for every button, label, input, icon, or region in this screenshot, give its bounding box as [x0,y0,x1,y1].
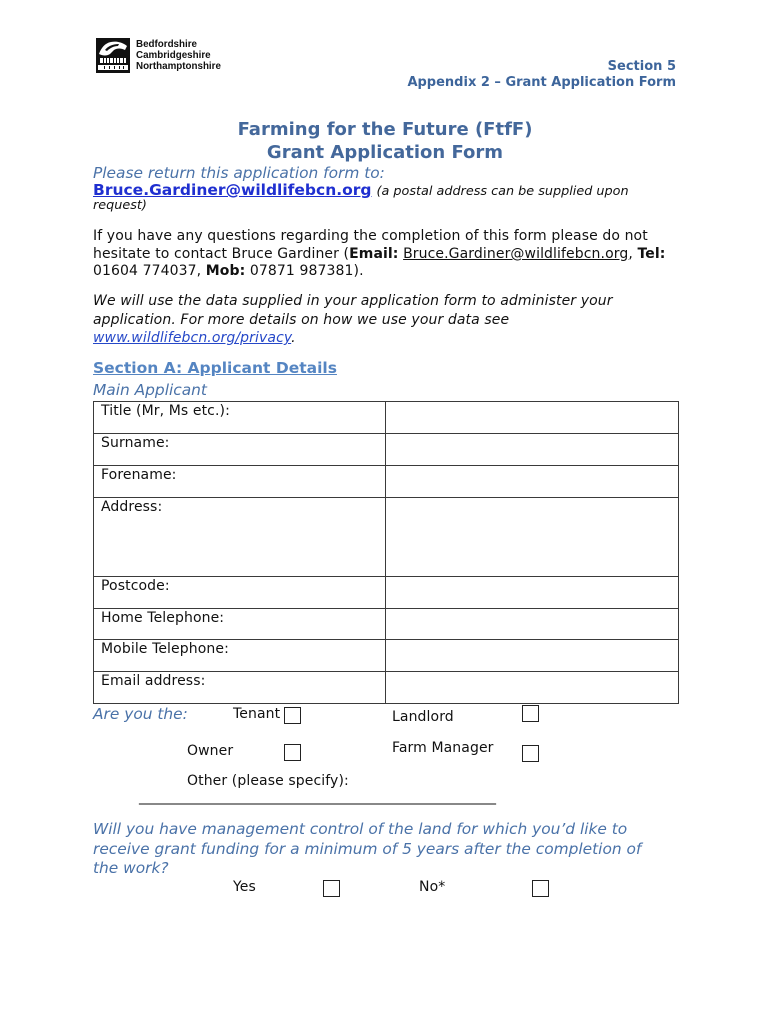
logo-wordmark-gap [119,66,120,69]
owner-option-label: Owner [187,743,234,759]
email-address-label: Email address: [94,672,386,704]
main-applicant-subheading: Main Applicant [93,381,207,399]
email-separator: , [628,246,633,262]
details-row-address [94,498,679,577]
appendix-title: Appendix 2 – Grant Application Form [407,75,676,90]
postal-address-note-end: request) [93,198,147,213]
details-row-forename [94,466,679,498]
privacy-text-line-1: We will use the data supplied in your application form to administer your [93,293,613,309]
form-title-line-1: Farming for the Future (FtfF) [237,119,533,140]
region-name-bedfordshire: Bedfordshire [136,39,197,50]
logo-wordmark-block [104,58,106,63]
logo [96,38,130,73]
section-a-heading: Section A: Applicant Details [93,359,337,377]
management-question-line-1: Will you have management control of the land for which you’d like to [93,820,628,838]
details-row-mobile-telephone [94,640,679,672]
logo-wordmark-block [100,58,103,63]
contact-text-line-2 [93,245,665,263]
surname-label: Surname: [94,434,386,466]
privacy-text-line-3 [93,329,296,347]
return-email-link[interactable]: Bruce.Gardiner@wildlifebcn.org [93,181,372,199]
postal-address-note: (a postal address can be supplied upon [376,184,629,199]
landlord-option-label: Landlord [392,709,454,725]
email-address-input[interactable] [386,672,679,704]
no-option-label: No* [419,879,446,895]
applicant-type-question: Are you the: [93,705,188,723]
other-specify-label: Other (please specify): [187,773,349,789]
trust-region-names [136,39,221,72]
logo-wordmark-block [110,58,113,63]
details-row-email [94,672,679,704]
return-instructions: Please return this application form to: [93,164,385,182]
mobile-label: Mob: [205,263,246,279]
wildlife-trusts-badger-logo-icon [96,38,130,73]
privacy-policy-link[interactable]: www.wildlifebcn.org/privacy [93,330,292,346]
mobile-telephone-input[interactable] [386,640,679,672]
logo-wordmark-block [117,58,119,63]
yes-checkbox[interactable] [323,880,340,897]
form-title-line-2: Grant Application Form [266,142,504,163]
details-row-home-telephone [94,609,679,640]
farm-manager-checkbox[interactable] [522,745,539,762]
title-input[interactable] [386,402,679,434]
mobile-telephone-label: Mobile Telephone: [94,640,386,672]
tenant-checkbox[interactable] [284,707,301,724]
return-email-line [93,180,629,202]
no-checkbox[interactable] [532,880,549,897]
contact-text-line-1: If you have any questions regarding the completion of this form please do not [93,228,648,244]
postcode-label: Postcode: [94,577,386,609]
contact-email-link[interactable]: Bruce.Gardiner@wildlifebcn.org [403,246,629,262]
details-row-surname [94,434,679,466]
contact-intro: hesitate to contact Bruce Gardiner ( [93,246,350,262]
surname-input[interactable] [386,434,679,466]
management-question-line-3: the work? [93,859,169,877]
contact-text-line-3 [93,262,364,280]
logo-wordmark-gap [109,66,110,69]
tenant-option-label: Tenant [233,706,281,722]
postcode-input[interactable] [386,577,679,609]
address-label: Address: [94,498,386,577]
email-label: Email: [349,246,399,262]
logo-wordmark-block [120,58,123,63]
owner-checkbox[interactable] [284,744,301,761]
details-row-postcode [94,577,679,609]
applicant-details-table-body [94,402,679,704]
region-name-cambridgeshire: Cambridgeshire [136,50,211,61]
logo-wordmark-block [114,58,116,63]
farm-manager-option-label: Farm Manager [392,740,494,756]
section-number: Section 5 [607,59,676,74]
logo-wordmark-block [124,58,126,63]
applicant-details-table [93,401,679,704]
yes-option-label: Yes [233,879,256,895]
address-input[interactable] [386,498,679,577]
management-question-line-2: receive grant funding for a minimum of 5 years after the completion of [93,840,642,858]
privacy-text-line-2: application. For more details on how we use your data see [93,312,510,328]
privacy-period: . [291,330,296,346]
other-specify-line[interactable]: ___________________________________________________ [139,789,496,805]
forename-input[interactable] [386,466,679,498]
logo-wordmark-gap [104,66,105,69]
forename-label: Forename: [94,466,386,498]
title-label: Title (Mr, Ms etc.): [94,402,386,434]
mobile-number: 07871 987381). [249,263,364,279]
home-telephone-label: Home Telephone: [94,609,386,640]
details-row-title [94,402,679,434]
form-title [0,118,770,164]
region-name-northamptonshire: Northamptonshire [136,61,221,72]
tel-label: Tel: [637,246,666,262]
landlord-checkbox[interactable] [522,705,539,722]
logo-wordmark-block [107,58,109,63]
logo-wordmark-gap [123,66,124,69]
logo-wordmark-gap [114,66,115,69]
home-telephone-input[interactable] [386,609,679,640]
telephone-number: 01604 774037, [93,263,202,279]
